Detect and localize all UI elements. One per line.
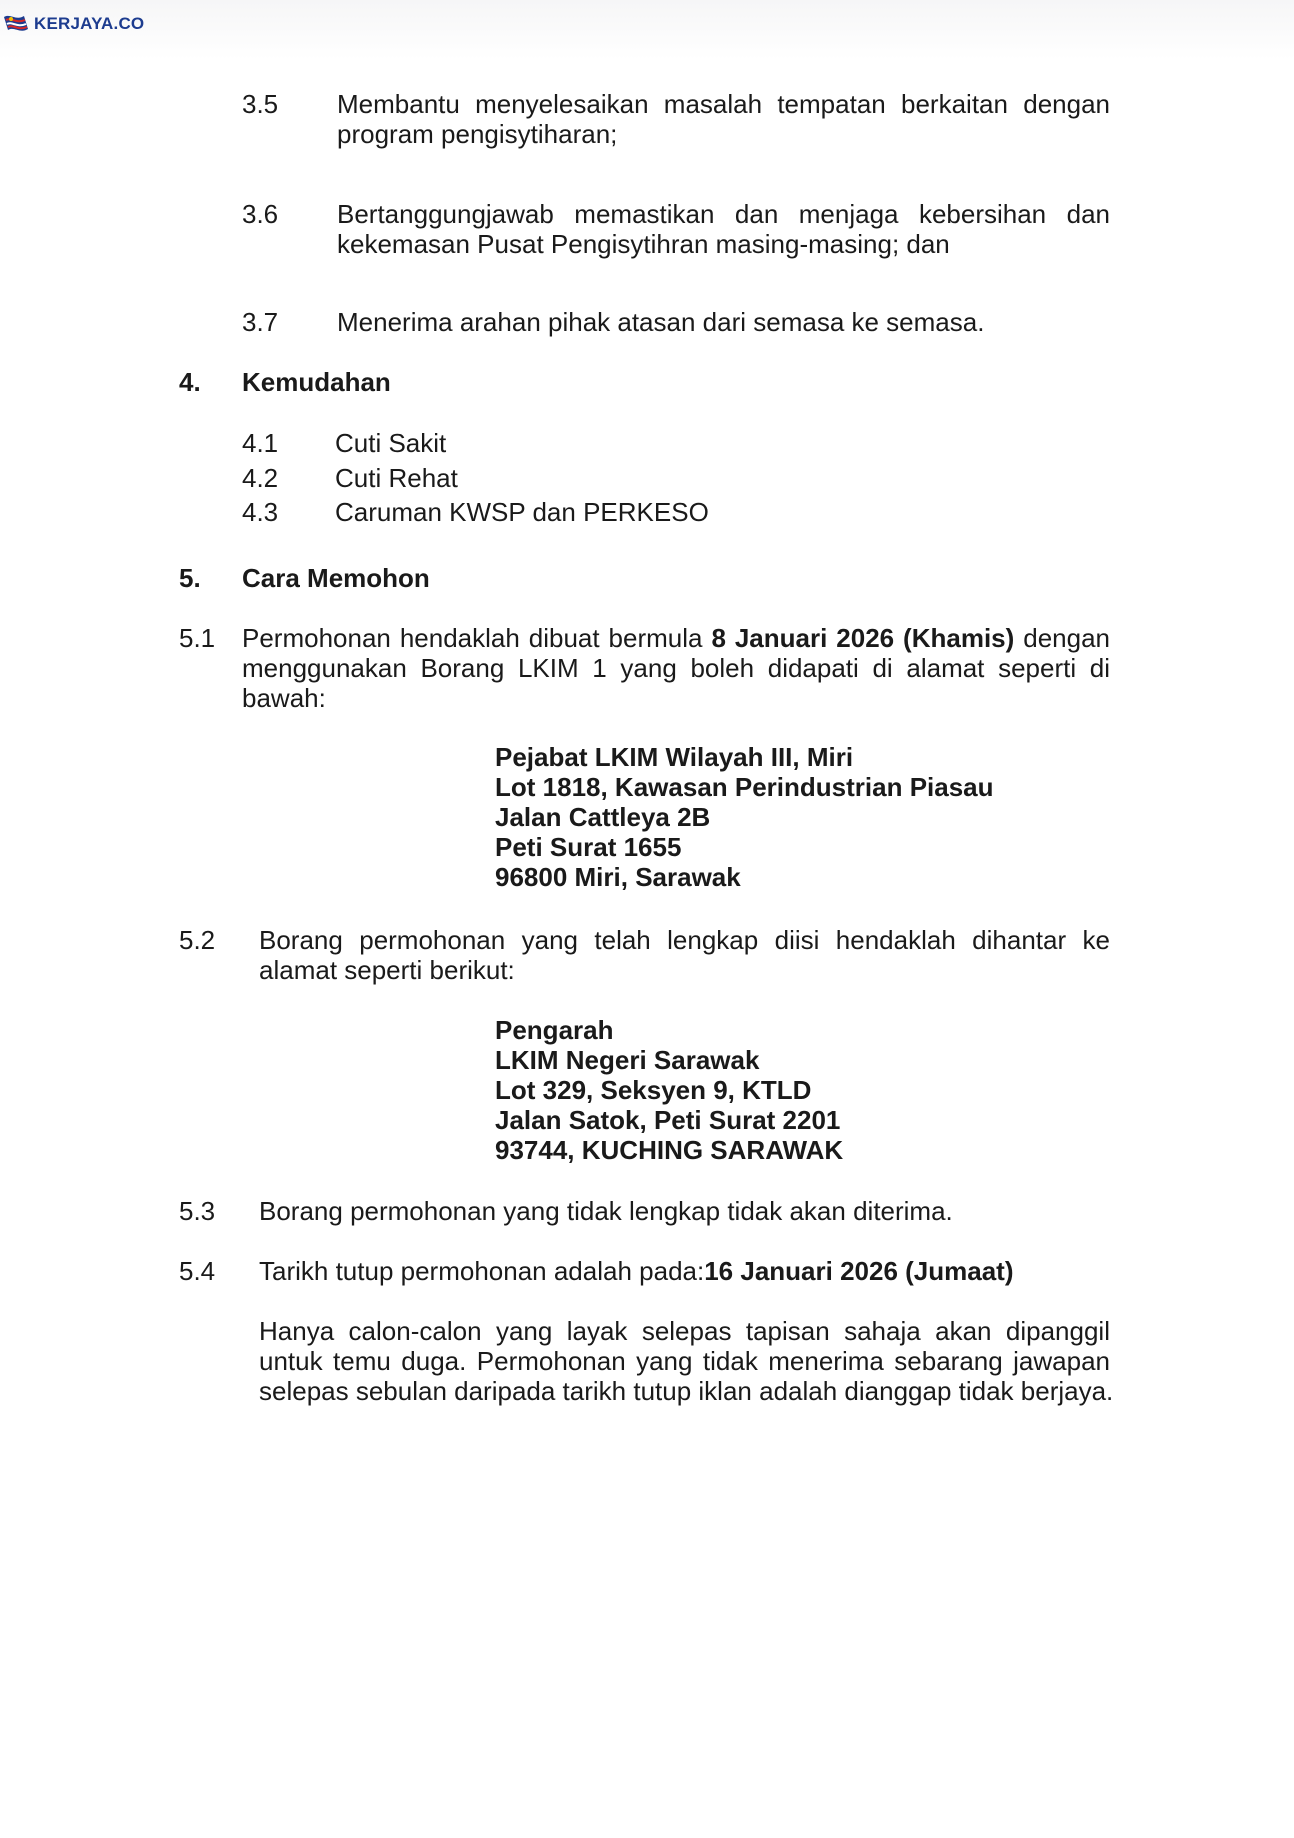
address-line: LKIM Negeri Sarawak bbox=[495, 1045, 760, 1075]
start-date: 8 Januari 2026 (Khamis) bbox=[711, 623, 1015, 653]
item-3-5-text bbox=[337, 89, 1110, 149]
text-line bbox=[242, 623, 1110, 653]
address-line: 93744, KUCHING SARAWAK bbox=[495, 1135, 844, 1165]
address-line: Peti Surat 1655 bbox=[495, 832, 682, 862]
item-number: 4.1 bbox=[242, 428, 279, 458]
item-number: 3.5 bbox=[242, 89, 279, 119]
item-5-3-text: Borang permohonan yang tidak lengkap tidak akan diterima. bbox=[259, 1196, 953, 1226]
text-line: Hanya calon-calon yang layak selepas tapisan sahaja akan dipanggil bbox=[259, 1316, 1110, 1346]
address-block-kuching bbox=[495, 1015, 843, 1165]
section-title: Cara Memohon bbox=[242, 563, 430, 593]
section-title: Kemudahan bbox=[242, 367, 391, 397]
item-5-2-text bbox=[259, 925, 1110, 985]
text-line: Membantu menyelesaikan masalah tempatan berkaitan dengan bbox=[337, 89, 1110, 119]
text-segment: Tarikh tutup permohonan adalah pada: bbox=[259, 1256, 705, 1286]
item-number: 5.4 bbox=[179, 1256, 216, 1286]
logo-text: KERJAYA.CO bbox=[34, 14, 145, 33]
text-line: kekemasan Pusat Pengisytihran masing-masing; dan bbox=[337, 229, 950, 259]
text-line: Borang permohonan yang telah lengkap diisi hendaklah dihantar ke bbox=[259, 925, 1110, 955]
text-segment: dengan bbox=[1014, 623, 1111, 653]
closing-note bbox=[259, 1316, 1114, 1406]
text-line: menggunakan Borang LKIM 1 yang boleh didapati di alamat seperti di bbox=[242, 653, 1110, 683]
item-3-7-text: Menerima arahan pihak atasan dari semasa ke semasa. bbox=[337, 307, 985, 337]
page-header-bar bbox=[0, 0, 1294, 60]
address-line: Lot 1818, Kawasan Perindustrian Piasau bbox=[495, 772, 994, 802]
address-line: Lot 329, Seksyen 9, KTLD bbox=[495, 1075, 812, 1105]
item-number: 4.3 bbox=[242, 497, 279, 527]
text-line: program pengisytiharan; bbox=[337, 119, 618, 149]
item-number: 3.6 bbox=[242, 199, 279, 229]
item-5-4-text bbox=[259, 1256, 1014, 1286]
flag-icon bbox=[2, 13, 30, 35]
text-line: selepas sebulan daripada tarikh tutup iklan adalah dianggap tidak berjaya. bbox=[259, 1376, 1114, 1406]
address-line: Jalan Satok, Peti Surat 2201 bbox=[495, 1105, 841, 1135]
section-number: 4. bbox=[179, 367, 201, 397]
text-line: alamat seperti berikut: bbox=[259, 955, 515, 985]
item-number: 5.1 bbox=[179, 623, 216, 653]
item-number: 4.2 bbox=[242, 463, 279, 493]
text-segment: Permohonan hendaklah dibuat bermula bbox=[242, 623, 712, 653]
benefit-item: Caruman KWSP dan PERKESO bbox=[335, 497, 709, 527]
item-number: 3.7 bbox=[242, 307, 279, 337]
item-5-1-text bbox=[242, 623, 1110, 713]
address-block-miri bbox=[495, 742, 994, 892]
text-line: untuk temu duga. Permohonan yang tidak menerima sebarang jawapan bbox=[259, 1346, 1110, 1376]
address-line: Pengarah bbox=[495, 1015, 614, 1045]
address-line: 96800 Miri, Sarawak bbox=[495, 862, 741, 892]
benefit-item: Cuti Sakit bbox=[335, 428, 447, 458]
item-number: 5.2 bbox=[179, 925, 216, 955]
text-line: Bertanggungjawab memastikan dan menjaga kebersihan dan bbox=[337, 199, 1110, 229]
section-number: 5. bbox=[179, 563, 201, 593]
closing-date: 16 Januari 2026 (Jumaat) bbox=[704, 1256, 1014, 1286]
item-3-6-text bbox=[337, 199, 1110, 259]
text-line: bawah: bbox=[242, 683, 326, 713]
address-line: Pejabat LKIM Wilayah III, Miri bbox=[495, 742, 854, 772]
address-line: Jalan Cattleya 2B bbox=[495, 802, 711, 832]
item-number: 5.3 bbox=[179, 1196, 216, 1226]
kerjaya-logo[interactable] bbox=[2, 12, 144, 36]
benefit-item: Cuti Rehat bbox=[335, 463, 458, 493]
